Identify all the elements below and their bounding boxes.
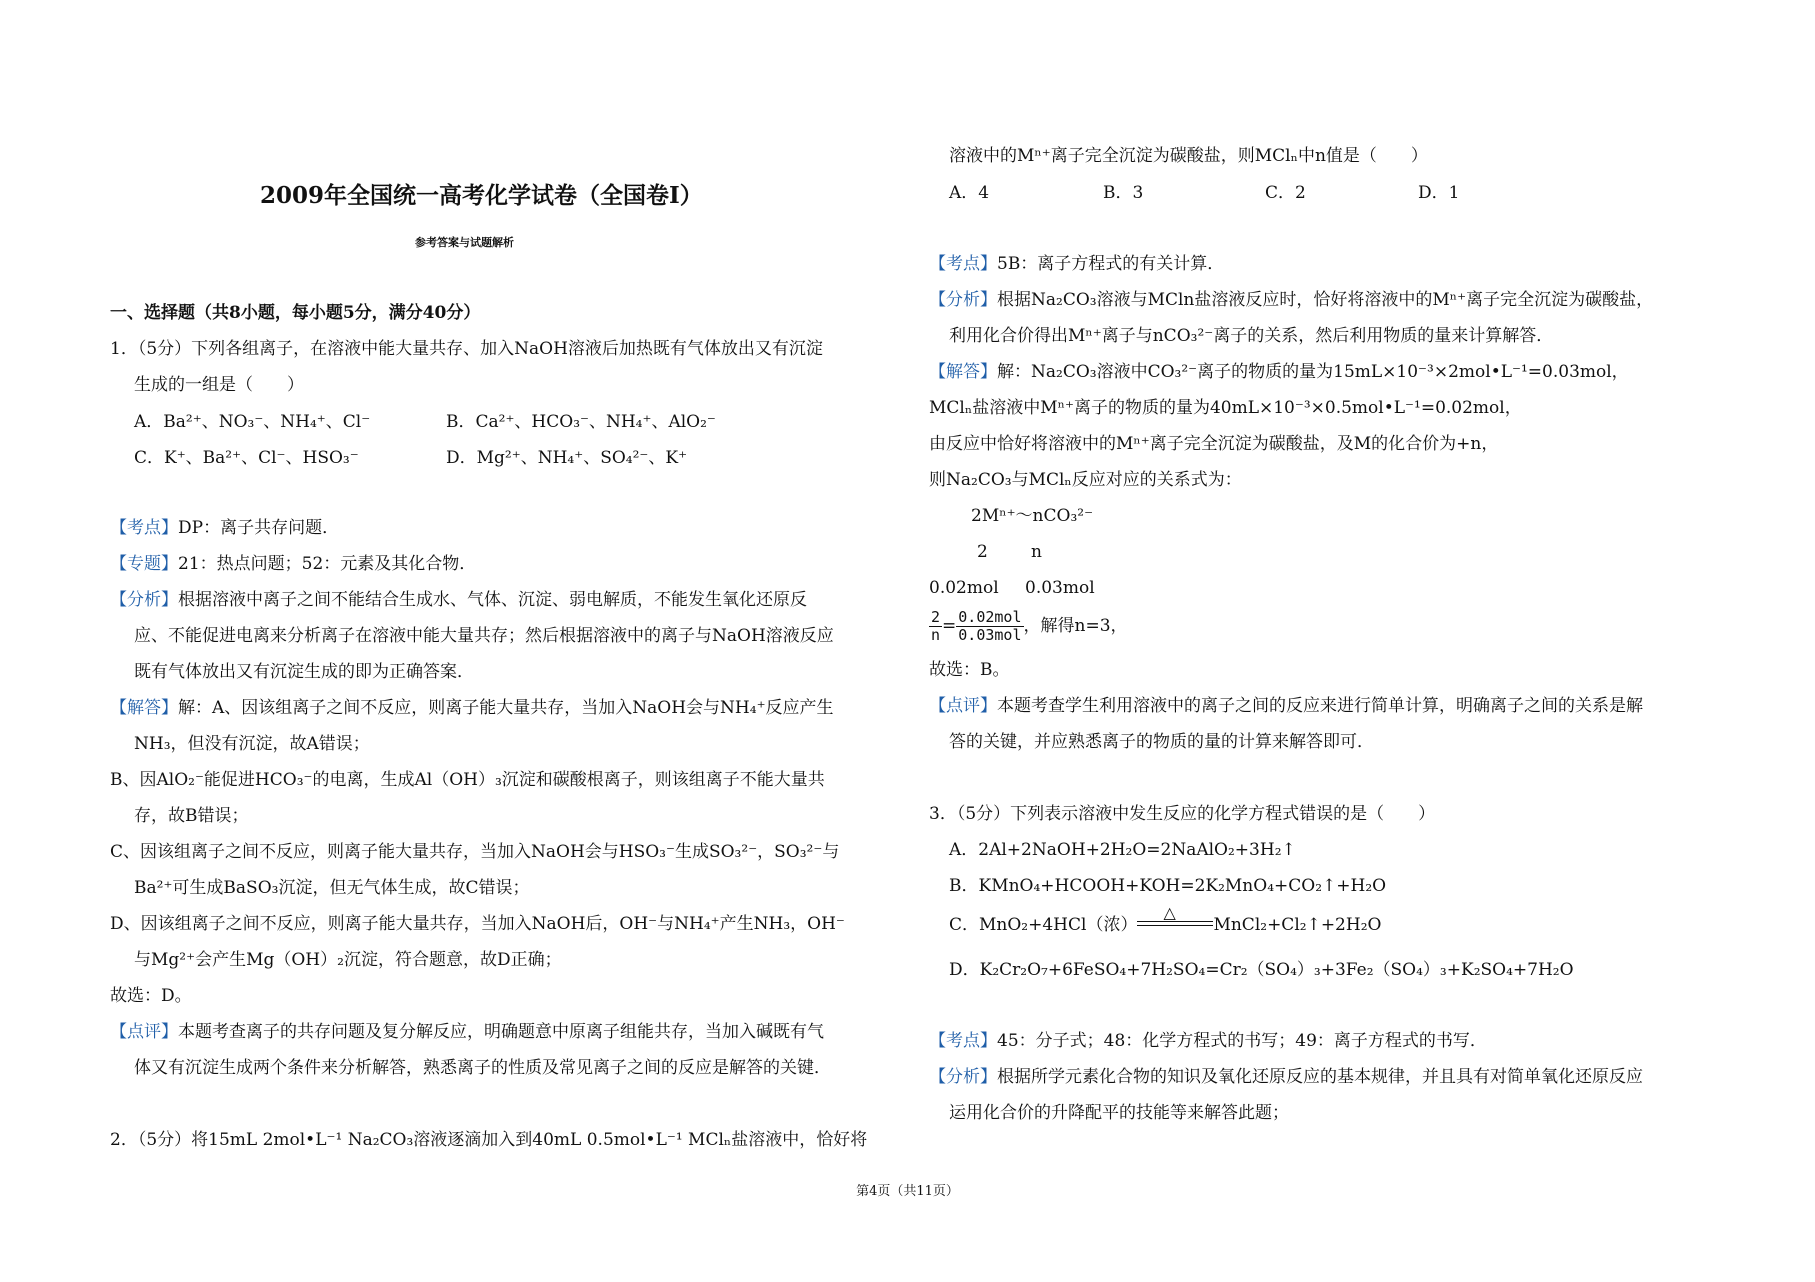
q2-dianping-line1: 本题考查学生利用溶液中的离子之间的反应来进行简单计算，明确离子之间的关系是解 (997, 696, 1643, 716)
frac-right-den: 0.03mol (958, 626, 1022, 644)
q1-d-line1: D、因该组离子之间不反应，则离子能大量共存，当加入NaOH后，OH⁻与NH₄⁺产生NH₃，OH⁻ (110, 914, 845, 934)
q3-stem: 3．（5分）下列表示溶液中发生反应的化学方程式错误的是（ ） (929, 804, 1436, 824)
q1-stem-line1: 1．（5分）下列各组离子，在溶液中能大量共存、加入NaOH溶液后加热既有气体放出又有沉淀 (110, 339, 823, 359)
q2-fraction-left (929, 609, 942, 644)
q2-fenxi-line2: 利用化合价得出Mⁿ⁺离子与nCO₃²⁻离子的关系，然后利用物质的量来计算解答． (949, 326, 1554, 346)
section-heading: 一、选择题（共8小题，每小题5分，满分40分） (110, 303, 481, 323)
q2-jieda (929, 361, 1629, 383)
page-title: 2009年全国统一高考化学试卷（全国卷I） (260, 182, 703, 209)
q2-stem-line1: 2．（5分）将15mL 2mol•L⁻¹ Na₂CO₃溶液逐滴加入到40mL 0.5mol•L⁻¹ MClₙ盐溶液中，恰好将 (110, 1130, 868, 1150)
q1-jieda-line1: 解：A、因该组离子之间不反应，则离子能大量共存，当加入NaOH会与NH₄⁺反应产生 (178, 698, 834, 718)
q3-option-b: B．KMnO₄+HCOOH+KOH=2K₂MnO₄+CO₂↑+H₂O (949, 876, 1387, 896)
q1-option-c: C．K⁺、Ba²⁺、Cl⁻、HSO₃⁻ (134, 448, 359, 468)
q1-zhuanti (110, 553, 476, 575)
q2-option-b: B．3 (1103, 183, 1144, 203)
q2-kaodian (929, 253, 1224, 275)
page-footer: 第4页（共11页） (856, 1184, 959, 1199)
q1-b-line1: B、因AlO₂⁻能促进HCO₃⁻的电离，生成Al（OH）₃沉淀和碳酸根离子，则该组离子不能大量共 (110, 770, 825, 790)
q1-dianping (110, 1021, 824, 1043)
heat-triangle-icon: △ (1163, 902, 1176, 922)
q3-kaodian-text: 45：分子式；48：化学方程式的书写；49：离子方程式的书写． (997, 1031, 1487, 1051)
q2-fenxi-line1: 根据Na₂CO₃溶液与MCln盐溶液反应时，恰好将溶液中的Mⁿ⁺离子完全沉淀为碳酸盐， (997, 290, 1654, 310)
q2-option-d: D．1 (1418, 183, 1460, 203)
q1-dianping-line1: 本题考查离子的共存问题及复分解反应，明确题意中原离子组能共存，当加入碱既有气 (178, 1022, 824, 1042)
q1-fenxi-line2: 应、不能促进电离来分析离子在溶液中能大量共存；然后根据溶液中的离子与NaOH溶液反应 (134, 626, 834, 646)
q1-option-a: A．Ba²⁺、NO₃⁻、NH₄⁺、Cl⁻ (134, 412, 371, 432)
q1-kaodian-text: DP：离子共存问题． (178, 518, 340, 538)
q1-jieda (110, 697, 834, 719)
q3-fenxi-line2: 运用化合价的升降配平的技能等来解答此题； (949, 1103, 1289, 1123)
q2-solve: ，解得n=3， (1023, 616, 1128, 636)
q1-d-line2: 与Mg²⁺会产生Mg（OH）₂沉淀，符合题意，故D正确； (134, 950, 562, 970)
dianping-tag: 【点评】 (110, 1022, 178, 1042)
frac-right-num: 0.02mol (958, 608, 1022, 626)
q3-kaodian (929, 1030, 1487, 1052)
q2-relation-coef-b: n (1031, 542, 1042, 562)
q2-option-c: C．2 (1265, 183, 1306, 203)
q2-proportion: $\frac{2}{n}$ = $\frac{\text{0.02mol}}{\text{0.03mol}}$ ，解得n=3， (931, 608, 1128, 644)
q3-option-d: D．K₂Cr₂O₇+6FeSO₄+7H₂SO₄=Cr₂（SO₄）₃+3Fe₂（SO₄）₃+K₂SO₄+7H₂O (949, 960, 1574, 980)
jieda-tag: 【解答】 (929, 362, 997, 382)
q2-jieda-line1: 解：Na₂CO₃溶液中CO₃²⁻离子的物质的量为15mL×10⁻³×2mol•L⁻¹=0.03mol， (997, 362, 1629, 382)
q2-option-a: A．4 (949, 183, 990, 203)
q1-zhuanti-text: 21：热点问题；52：元素及其化合物． (178, 554, 477, 574)
q1-fenxi (110, 589, 807, 611)
page-subtitle: 参考答案与试题解析 (415, 236, 514, 249)
q1-choice: 故选：D。 (110, 986, 192, 1006)
q2-jieda-line2: MClₙ盐溶液中Mⁿ⁺离子的物质的量为40mL×10⁻³×0.5mol•L⁻¹=0.02mol， (929, 398, 1522, 418)
dianping-tag: 【点评】 (929, 696, 997, 716)
q1-jieda-line2: NH₃，但没有沉淀，故A错误； (134, 734, 370, 754)
q1-c-line2: Ba²⁺可生成BaSO₃沉淀，但无气体生成，故C错误； (134, 878, 530, 898)
q2-relation: 2Mⁿ⁺～nCO₃²⁻ (971, 506, 1094, 526)
q3-option-c-right: MnCl₂+Cl₂↑+2H₂O (1213, 915, 1382, 935)
q1-dianping-line2: 体又有沉淀生成两个条件来分析解答，熟悉离子的性质及常见离子之间的反应是解答的关键． (134, 1058, 831, 1078)
q3-fenxi (929, 1066, 1643, 1088)
q2-choice: 故选：B。 (929, 660, 1010, 680)
q2-jieda-line4: 则Na₂CO₃与MClₙ反应对应的关系式为： (929, 470, 1242, 490)
q2-kaodian-text: 5B：离子方程式的有关计算． (997, 254, 1225, 274)
q1-fenxi-line1: 根据溶液中离子之间不能结合生成水、气体、沉淀、弱电解质，不能发生氧化还原反 (178, 590, 807, 610)
frac-left-den: n (931, 626, 941, 644)
q1-b-line2: 存，故B错误； (134, 806, 249, 826)
q1-kaodian (110, 517, 339, 539)
q3-option-c (949, 902, 1382, 936)
q2-mol-a: 0.02mol (929, 578, 999, 598)
q1-c-line1: C、因该组离子之间不反应，则离子能大量共存，当加入NaOH会与HSO₃⁻生成SO₃²⁻，SO₃²⁻与 (110, 842, 840, 862)
q1-option-b: B．Ca²⁺、HCO₃⁻、NH₄⁺、AlO₂⁻ (446, 412, 716, 432)
q2-fraction-right (956, 609, 1023, 644)
q2-fenxi (929, 289, 1653, 311)
zhuanti-tag: 【专题】 (110, 554, 178, 574)
fenxi-tag: 【分析】 (110, 590, 178, 610)
q3-fenxi-line1: 根据所学元素化合物的知识及氧化还原反应的基本规律，并且具有对简单氧化还原反应 (997, 1067, 1643, 1087)
q1-stem-line2: 生成的一组是（ ） (134, 375, 304, 395)
kaodian-tag: 【考点】 (929, 254, 997, 274)
q2-relation-coef-a: 2 (977, 542, 988, 562)
q2-dianping (929, 695, 1643, 717)
q2-dianping-line2: 答的关键，并应熟悉离子的物质的量的计算来解答即可． (949, 732, 1374, 752)
q1-fenxi-line3: 既有气体放出又有沉淀生成的即为正确答案． (134, 662, 474, 682)
fenxi-tag: 【分析】 (929, 1067, 997, 1087)
q3-option-a: A．2Al+2NaOH+2H₂O=2NaAlO₂+3H₂↑ (949, 840, 1296, 860)
kaodian-tag: 【考点】 (110, 518, 178, 538)
jieda-tag: 【解答】 (110, 698, 178, 718)
frac-left-num: 2 (931, 608, 941, 626)
fenxi-tag: 【分析】 (929, 290, 997, 310)
heat-condition (1137, 902, 1213, 936)
q2-mol-b: 0.03mol (1025, 578, 1095, 598)
q2-jieda-line3: 由反应中恰好将溶液中的Mⁿ⁺离子完全沉淀为碳酸盐，及M的化合价为+n， (929, 434, 1499, 454)
kaodian-tag: 【考点】 (929, 1031, 997, 1051)
q2-stem-line2: 溶液中的Mⁿ⁺离子完全沉淀为碳酸盐，则MClₙ中n值是（ ） (949, 146, 1428, 166)
q3-option-c-left: C．MnO₂+4HCl（浓） (949, 915, 1138, 935)
q1-option-d: D．Mg²⁺、NH₄⁺、SO₄²⁻、K⁺ (446, 448, 688, 468)
